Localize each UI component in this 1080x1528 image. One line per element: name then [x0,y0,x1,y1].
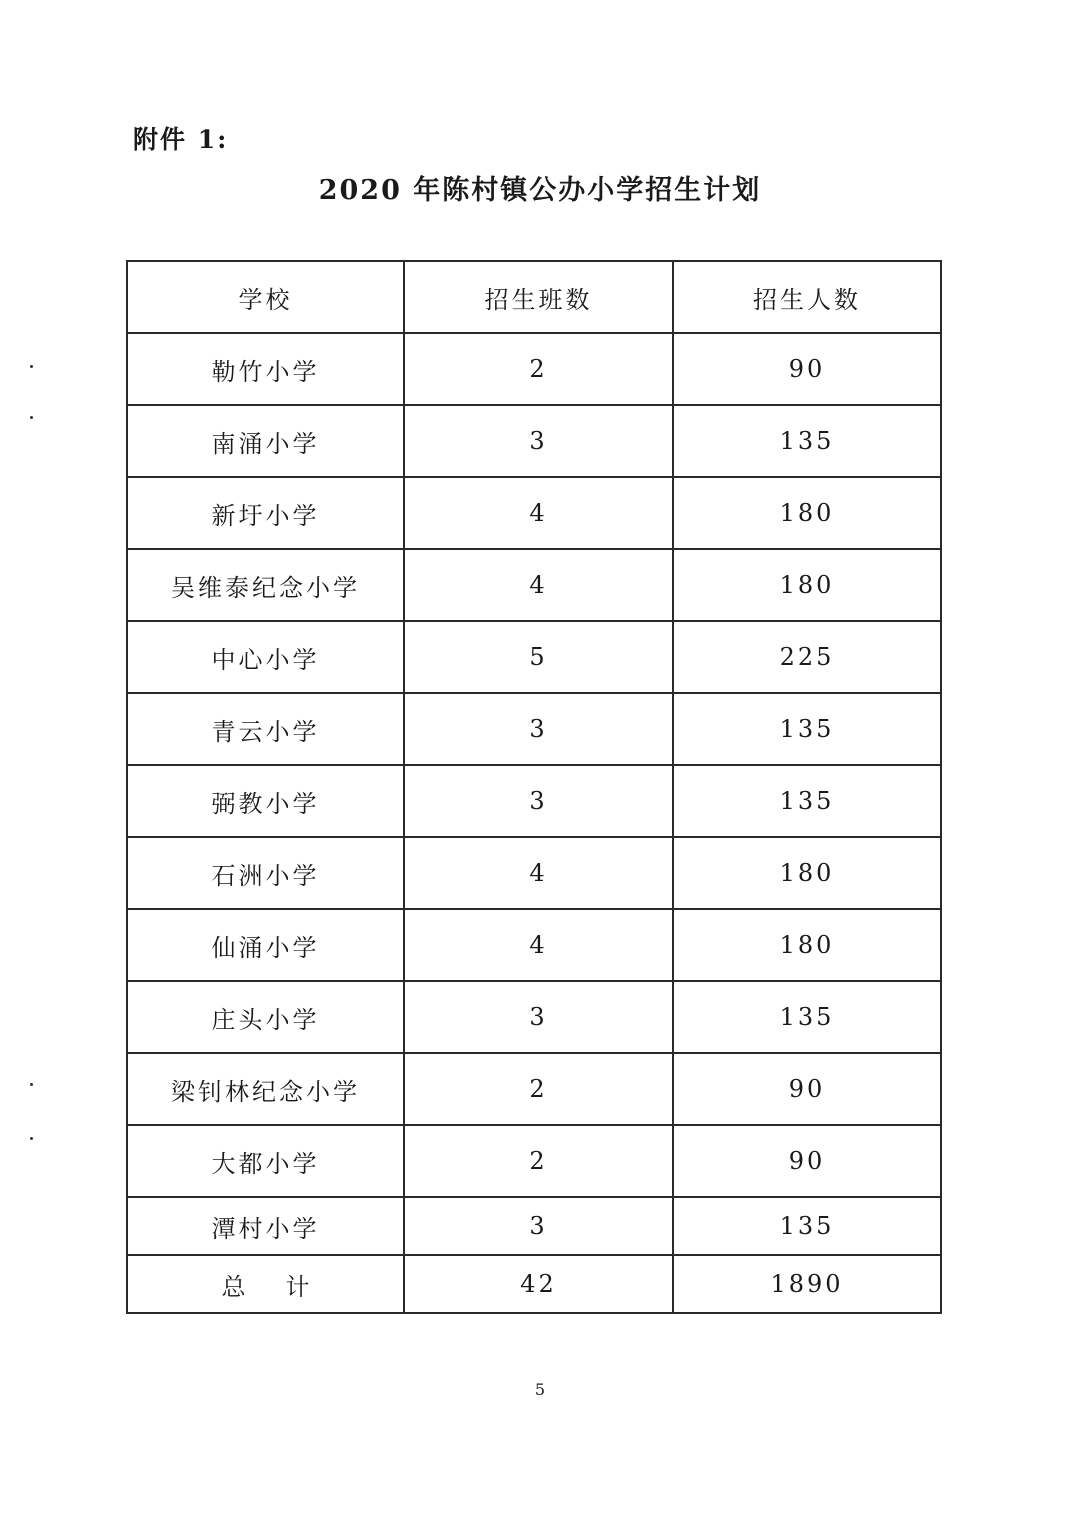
classes-cell: 4 [404,549,673,621]
table-row [127,1125,941,1197]
classes-cell: 3 [404,1197,673,1255]
students-cell: 180 [673,549,941,621]
scan-speck [30,365,33,368]
classes-cell: 2 [404,1125,673,1197]
classes-cell: 3 [404,981,673,1053]
header-classes: 招生班数 [404,261,673,333]
students-cell: 180 [673,837,941,909]
classes-cell: 5 [404,621,673,693]
school-cell: 新圩小学 [127,477,404,549]
students-cell: 90 [673,1125,941,1197]
students-cell: 90 [673,333,941,405]
students-cell: 135 [673,1197,941,1255]
students-cell: 225 [673,621,941,693]
school-cell: 石洲小学 [127,837,404,909]
school-cell: 仙涌小学 [127,909,404,981]
table-row [127,1197,941,1255]
school-cell: 弼教小学 [127,765,404,837]
students-cell: 135 [673,765,941,837]
students-cell: 135 [673,981,941,1053]
table-row [127,549,941,621]
classes-cell: 4 [404,837,673,909]
table-row [127,981,941,1053]
table-row [127,477,941,549]
table-row [127,405,941,477]
school-cell: 潭村小学 [127,1197,404,1255]
table-row [127,837,941,909]
classes-cell: 3 [404,693,673,765]
scan-speck [30,416,33,419]
table-row [127,333,941,405]
school-cell: 庄头小学 [127,981,404,1053]
school-cell: 青云小学 [127,693,404,765]
attachment-label: 附件 1: [133,125,229,154]
school-cell: 中心小学 [127,621,404,693]
students-cell: 180 [673,909,941,981]
classes-cell: 3 [404,765,673,837]
document-title: 2020 年陈村镇公办小学招生计划 [318,175,762,206]
table-row [127,621,941,693]
table-row [127,909,941,981]
school-cell: 梁钊林纪念小学 [127,1053,404,1125]
students-cell: 180 [673,477,941,549]
table-header-row [127,261,941,333]
header-school: 学校 [127,261,404,333]
classes-cell: 3 [404,405,673,477]
classes-cell: 2 [404,333,673,405]
scan-speck [30,1083,33,1086]
enrollment-table [126,260,942,1314]
total-classes: 42 [404,1255,673,1313]
classes-cell: 2 [404,1053,673,1125]
total-students: 1890 [673,1255,941,1313]
students-cell: 135 [673,405,941,477]
total-label: 总计 [127,1255,404,1313]
school-cell: 南涌小学 [127,405,404,477]
school-cell: 勒竹小学 [127,333,404,405]
table-row [127,693,941,765]
page-number: 5 [534,1380,546,1399]
school-cell: 吴维泰纪念小学 [127,549,404,621]
header-students: 招生人数 [673,261,941,333]
classes-cell: 4 [404,477,673,549]
students-cell: 90 [673,1053,941,1125]
table-row [127,1053,941,1125]
table-row [127,765,941,837]
classes-cell: 4 [404,909,673,981]
scan-speck [30,1137,33,1140]
school-cell: 大都小学 [127,1125,404,1197]
total-row [127,1255,941,1313]
students-cell: 135 [673,693,941,765]
